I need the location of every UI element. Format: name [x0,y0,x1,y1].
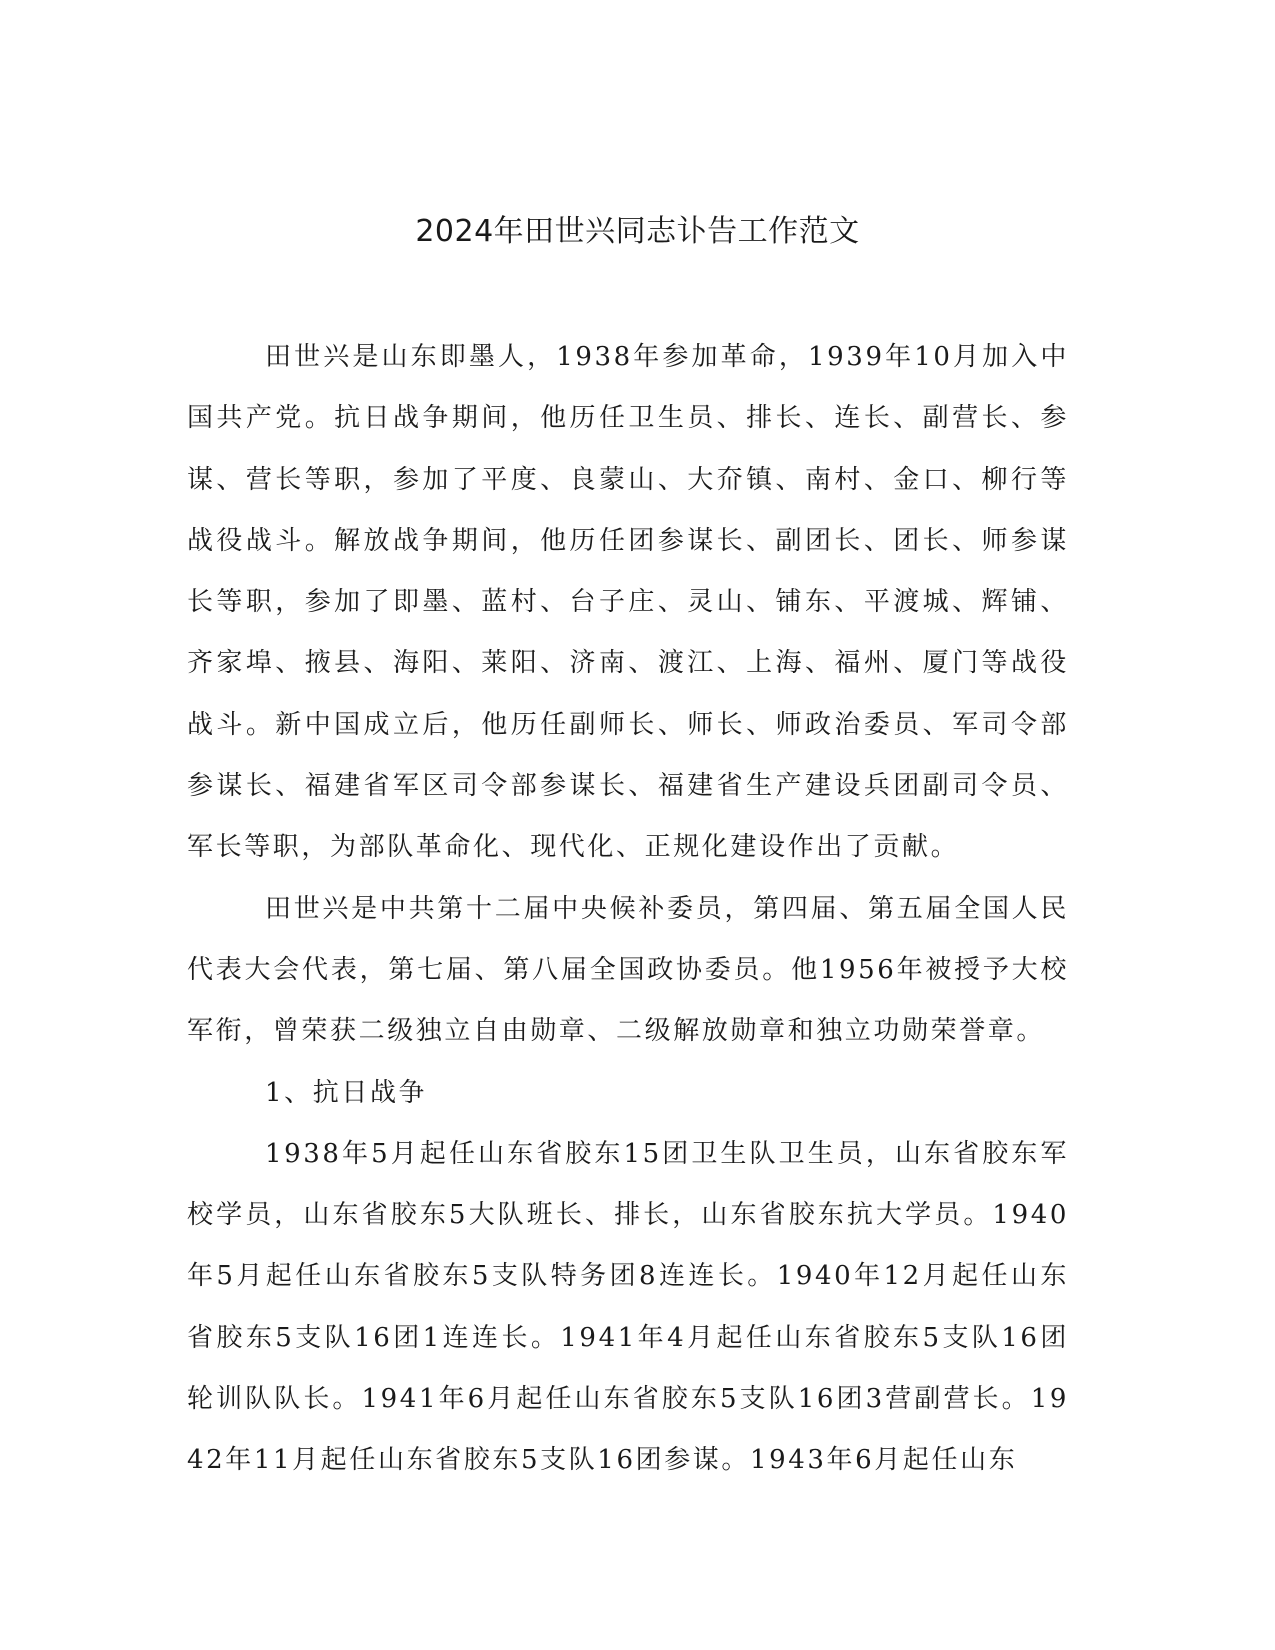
document-body [187,327,1069,1492]
section-heading: 1、抗日战争 [265,1077,428,1108]
document-title: 2024年田世兴同志讣告工作范文 [415,214,860,249]
paragraph-biography: 田世兴是山东即墨人，1938年参加革命，1939年10月加入中国共产党。抗日战争期间，他历任卫生员、排长、连长、副营长、参谋、营长等职，参加了平度、良蒙山、大夼镇、南村、金口、柳行等战役战斗。解放战争期间，他历任团参谋长、副团长、团长、师参谋长等职，参加了即墨、蓝村、台子庄、灵山、铺东、平渡城、辉铺、齐家埠、掖县、海阳、莱阳、济南、渡江、上海、福州、厦门等战役战斗。新中国成立后，他历任副师长、师长、师政治委员、军司令部参谋长、福建省军区司令部参谋长、福建省生产建设兵团副司令员、军长等职，为部队革命化、现代化、正规化建设作出了贡献。 [187,342,1069,863]
paragraph-honors: 田世兴是中共第十二届中央候补委员，第四届、第五届全国人民代表大会代表，第七届、第八届全国政协委员。他1956年被授予大校军衔，曾荣获二级独立自由勋章、二级解放勋章和独立功勋荣誉章。 [187,893,1069,1047]
paragraph-career: 1938年5月起任山东省胶东15团卫生队卫生员，山东省胶东军校学员，山东省胶东5大队班长、排长，山东省胶东抗大学员。1940年5月起任山东省胶东5支队特务团8连连长。1940年12月起任山东省胶东5支队16团1连连长。1941年4月起任山东省胶东5支队16团轮训队队长。1941年6月起任山东省胶东5支队16团3营副营长。1942年11月起任山东省胶东5支队16团参谋。1943年6月起任山东 [187,1138,1069,1476]
